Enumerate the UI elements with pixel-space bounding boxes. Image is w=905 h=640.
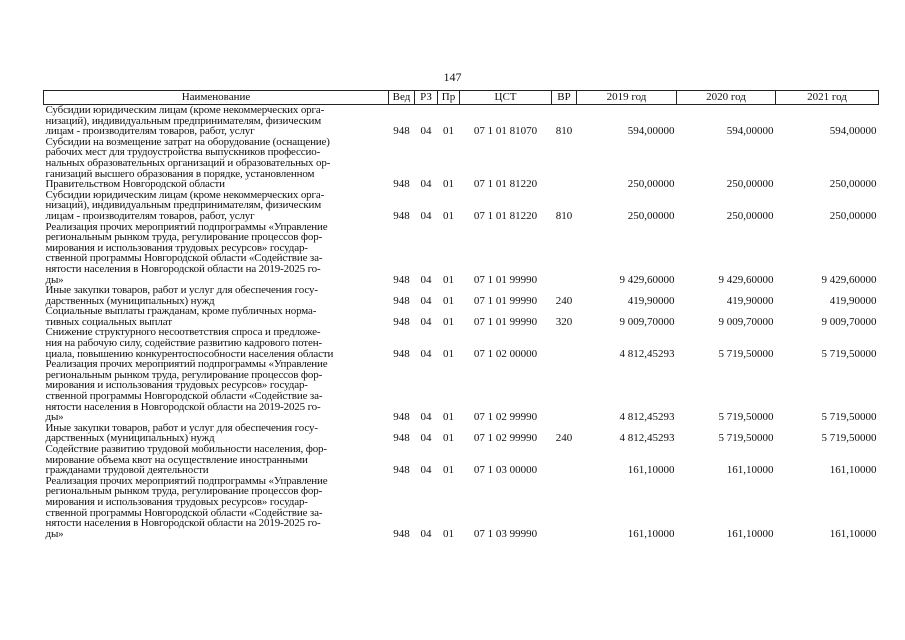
- table-row: [44, 137, 879, 190]
- cell-rz: 04: [420, 411, 432, 424]
- name-line: нятости населения в Новгородской области на 2019-2025 го-: [45, 262, 321, 275]
- cell-cst: 07 1 02 99990: [473, 432, 538, 445]
- cell-2020: 250,00000: [726, 209, 774, 222]
- cell-ved: 948: [393, 294, 410, 307]
- table-row: [44, 190, 879, 222]
- cell-vr: [552, 359, 577, 423]
- cell-rz: 04: [420, 273, 432, 286]
- cell-vr: 810: [555, 209, 573, 222]
- name-line: циала, повышению конкурентоспособности населения области: [45, 347, 334, 360]
- table-header-row: [44, 91, 879, 105]
- cell-rz: 04: [420, 125, 432, 138]
- name-line: ганизаций высшего образования в порядке, установленном: [45, 167, 315, 180]
- cell-cst: 07 1 01 81070: [473, 125, 538, 138]
- name-line: мирования и использования трудовых ресурсов» государ-: [45, 241, 308, 254]
- name-line: мирование объема квот на осуществление иностранными: [45, 453, 308, 466]
- cell-2019: 419,90000: [627, 294, 675, 307]
- page-number: 147: [443, 70, 462, 84]
- cell-ved: 948: [393, 273, 410, 286]
- name-line: Субсидии на возмещение затрат на оборудование (оснащение): [45, 135, 330, 148]
- table-row: [44, 444, 879, 476]
- name-line: нятости населения в Новгородской области на 2019-2025 го-: [45, 517, 321, 530]
- name-line: ды»: [45, 273, 64, 286]
- cell-ved: 948: [393, 209, 410, 222]
- cell-ved: 948: [393, 411, 410, 424]
- name-line: Реализация прочих мероприятий подпрограммы «Управление: [45, 220, 328, 233]
- table-row: [44, 423, 879, 444]
- cell-name: [44, 105, 389, 137]
- cell-pr: 01: [443, 294, 454, 307]
- column-header-2021: 2021 год: [776, 91, 879, 105]
- cell-2020: 161,10000: [726, 527, 774, 540]
- cell-2019: 4 812,45293: [619, 347, 675, 360]
- cell-2020: 419,90000: [726, 294, 774, 307]
- name-line: Иные закупки товаров, работ и услуг для обеспечения госу-: [45, 421, 318, 434]
- budget-table: [43, 90, 879, 539]
- cell-pr: 01: [443, 315, 454, 328]
- cell-cst: 07 1 01 99990: [473, 273, 538, 286]
- cell-2020: 9 009,70000: [718, 315, 774, 328]
- cell-2019: 250,00000: [627, 178, 675, 191]
- cell-2021: 5 719,50000: [821, 432, 877, 445]
- cell-2019: 250,00000: [627, 209, 675, 222]
- name-line: региональным рынком труда, регулирование процессов фор-: [45, 485, 323, 498]
- cell-2020: 161,10000: [726, 464, 774, 477]
- name-line: дарственных (муниципальных) нужд: [45, 294, 215, 307]
- name-line: нальных образовательных организаций и образовательных ор-: [45, 156, 331, 169]
- cell-2020: 250,00000: [726, 178, 774, 191]
- cell-rz: 04: [420, 347, 432, 360]
- name-line: региональным рынком труда, регулирование процессов фор-: [45, 368, 323, 381]
- cell-2019: 9 009,70000: [619, 315, 675, 328]
- cell-2019: 594,00000: [627, 125, 675, 138]
- cell-vr: [552, 444, 577, 476]
- cell-pr: 01: [443, 347, 454, 360]
- cell-name: [44, 222, 389, 286]
- cell-2021: 594,00000: [829, 125, 877, 138]
- cell-pr: 01: [443, 432, 454, 445]
- cell-vr: 240: [555, 294, 573, 307]
- name-line: гражданами трудовой деятельности: [45, 464, 209, 477]
- cell-cst: 07 1 03 99990: [473, 527, 538, 540]
- name-line: ния на рабочую силу, содействие развитию кадрового потен-: [45, 337, 322, 350]
- column-header-cst: ЦСТ: [460, 91, 552, 105]
- cell-pr: 01: [443, 178, 454, 191]
- column-header-2019: 2019 год: [577, 91, 677, 105]
- cell-2021: 161,10000: [829, 527, 877, 540]
- cell-2019: 9 429,60000: [619, 273, 675, 286]
- cell-2021: 5 719,50000: [821, 347, 877, 360]
- table-row: [44, 285, 879, 306]
- cell-pr: 01: [443, 125, 454, 138]
- cell-cst: 07 1 02 00000: [473, 347, 538, 360]
- name-line: региональным рынком труда, регулирование процессов фор-: [45, 231, 323, 244]
- column-header-name: Наименование: [44, 91, 389, 105]
- table-row: [44, 476, 879, 540]
- cell-cst: 07 1 02 99990: [473, 411, 538, 424]
- cell-vr: [552, 222, 577, 286]
- name-line: Содействие развитию трудовой мобильности населения, фор-: [45, 443, 327, 455]
- column-header-pr: Пр: [438, 91, 460, 105]
- cell-name: [44, 285, 389, 306]
- table-row: [44, 222, 879, 286]
- name-line: низаций), индивидуальным предпринимателям, физическим: [45, 199, 322, 212]
- name-line: тивных социальных выплат: [45, 315, 172, 328]
- table-row: [44, 359, 879, 423]
- cell-2020: 5 719,50000: [718, 347, 774, 360]
- cell-vr: 810: [555, 125, 573, 138]
- name-line: лицам - производителям товаров, работ, услуг: [45, 125, 255, 138]
- cell-2021: 9 429,60000: [821, 273, 877, 286]
- cell-name: [44, 327, 389, 359]
- cell-pr: 01: [443, 209, 454, 222]
- cell-vr: 240: [555, 432, 573, 445]
- cell-name: [44, 359, 389, 423]
- name-line: мирования и использования трудовых ресурсов» государ-: [45, 379, 308, 392]
- cell-pr: 01: [443, 411, 454, 424]
- cell-ved: 948: [393, 315, 410, 328]
- cell-cst: 07 1 03 00000: [473, 464, 538, 477]
- name-line: Иные закупки товаров, работ и услуг для обеспечения госу-: [45, 284, 318, 297]
- cell-cst: 07 1 01 81220: [473, 209, 538, 222]
- table-row: [44, 105, 879, 137]
- cell-name: [44, 444, 389, 476]
- column-header-vr: ВР: [552, 91, 577, 105]
- cell-ved: 948: [393, 178, 410, 191]
- name-line: Правительством Новгородской области: [45, 178, 225, 191]
- cell-ved: 948: [393, 432, 410, 445]
- cell-ved: 948: [393, 347, 410, 360]
- cell-cst: 07 1 01 99990: [473, 294, 538, 307]
- name-line: лицам - производителям товаров, работ, услуг: [45, 209, 255, 222]
- cell-vr: [552, 327, 577, 359]
- cell-2021: 419,90000: [829, 294, 877, 307]
- cell-pr: 01: [443, 464, 454, 477]
- name-line: Субсидии юридическим лицам (кроме некоммерческих орга-: [45, 188, 325, 201]
- cell-rz: 04: [420, 527, 432, 540]
- cell-name: [44, 190, 389, 222]
- cell-2020: 5 719,50000: [718, 411, 774, 424]
- cell-rz: 04: [420, 209, 432, 222]
- name-line: Реализация прочих мероприятий подпрограммы «Управление: [45, 358, 328, 371]
- column-header-2020: 2020 год: [677, 91, 776, 105]
- cell-2021: 250,00000: [829, 209, 877, 222]
- cell-2019: 161,10000: [627, 527, 675, 540]
- cell-vr: [552, 476, 577, 540]
- cell-cst: 07 1 01 99990: [473, 315, 538, 328]
- name-line: ды»: [45, 411, 64, 424]
- cell-rz: 04: [420, 432, 432, 445]
- name-line: ды»: [45, 527, 64, 540]
- column-header-ved: Вед: [389, 91, 415, 105]
- name-line: низаций), индивидуальным предпринимателям, физическим: [45, 114, 322, 127]
- cell-name: [44, 476, 389, 540]
- cell-2021: 161,10000: [829, 464, 877, 477]
- table-body: [44, 105, 879, 540]
- cell-2019: 4 812,45293: [619, 432, 675, 445]
- cell-2021: 250,00000: [829, 178, 877, 191]
- cell-pr: 01: [443, 527, 454, 540]
- table-row: [44, 306, 879, 327]
- name-line: ственной программы Новгородской области «Содействие за-: [45, 506, 323, 519]
- cell-ved: 948: [393, 125, 410, 138]
- cell-2019: 4 812,45293: [619, 411, 675, 424]
- cell-ved: 948: [393, 527, 410, 540]
- cell-pr: 01: [443, 273, 454, 286]
- name-line: рабочих мест для трудоустройства выпускников профессио-: [45, 146, 321, 159]
- name-line: Субсидии юридическим лицам (кроме некоммерческих орга-: [45, 104, 325, 116]
- cell-vr: 320: [555, 315, 573, 328]
- cell-name: [44, 306, 389, 327]
- cell-rz: 04: [420, 315, 432, 328]
- name-line: Реализация прочих мероприятий подпрограммы «Управление: [45, 474, 328, 487]
- cell-vr: [552, 137, 577, 190]
- name-line: мирования и использования трудовых ресурсов» государ-: [45, 495, 308, 508]
- name-line: дарственных (муниципальных) нужд: [45, 432, 215, 445]
- name-line: нятости населения в Новгородской области на 2019-2025 го-: [45, 400, 321, 413]
- cell-2021: 9 009,70000: [821, 315, 877, 328]
- name-line: ственной программы Новгородской области «Содействие за-: [45, 390, 323, 403]
- cell-2020: 5 719,50000: [718, 432, 774, 445]
- name-line: Снижение структурного несоответствия спроса и предложе-: [45, 326, 321, 339]
- column-header-rz: РЗ: [415, 91, 438, 105]
- cell-rz: 04: [420, 464, 432, 477]
- cell-2021: 5 719,50000: [821, 411, 877, 424]
- cell-ved: 948: [393, 464, 410, 477]
- cell-rz: 04: [420, 294, 432, 307]
- cell-rz: 04: [420, 178, 432, 191]
- name-line: ственной программы Новгородской области «Содействие за-: [45, 252, 323, 265]
- cell-2020: 594,00000: [726, 125, 774, 138]
- cell-2020: 9 429,60000: [718, 273, 774, 286]
- name-line: Социальные выплаты гражданам, кроме публичных норма-: [45, 305, 317, 318]
- cell-name: [44, 137, 389, 190]
- table-row: [44, 327, 879, 359]
- cell-2019: 161,10000: [627, 464, 675, 477]
- cell-cst: 07 1 01 81220: [473, 178, 538, 191]
- cell-name: [44, 423, 389, 444]
